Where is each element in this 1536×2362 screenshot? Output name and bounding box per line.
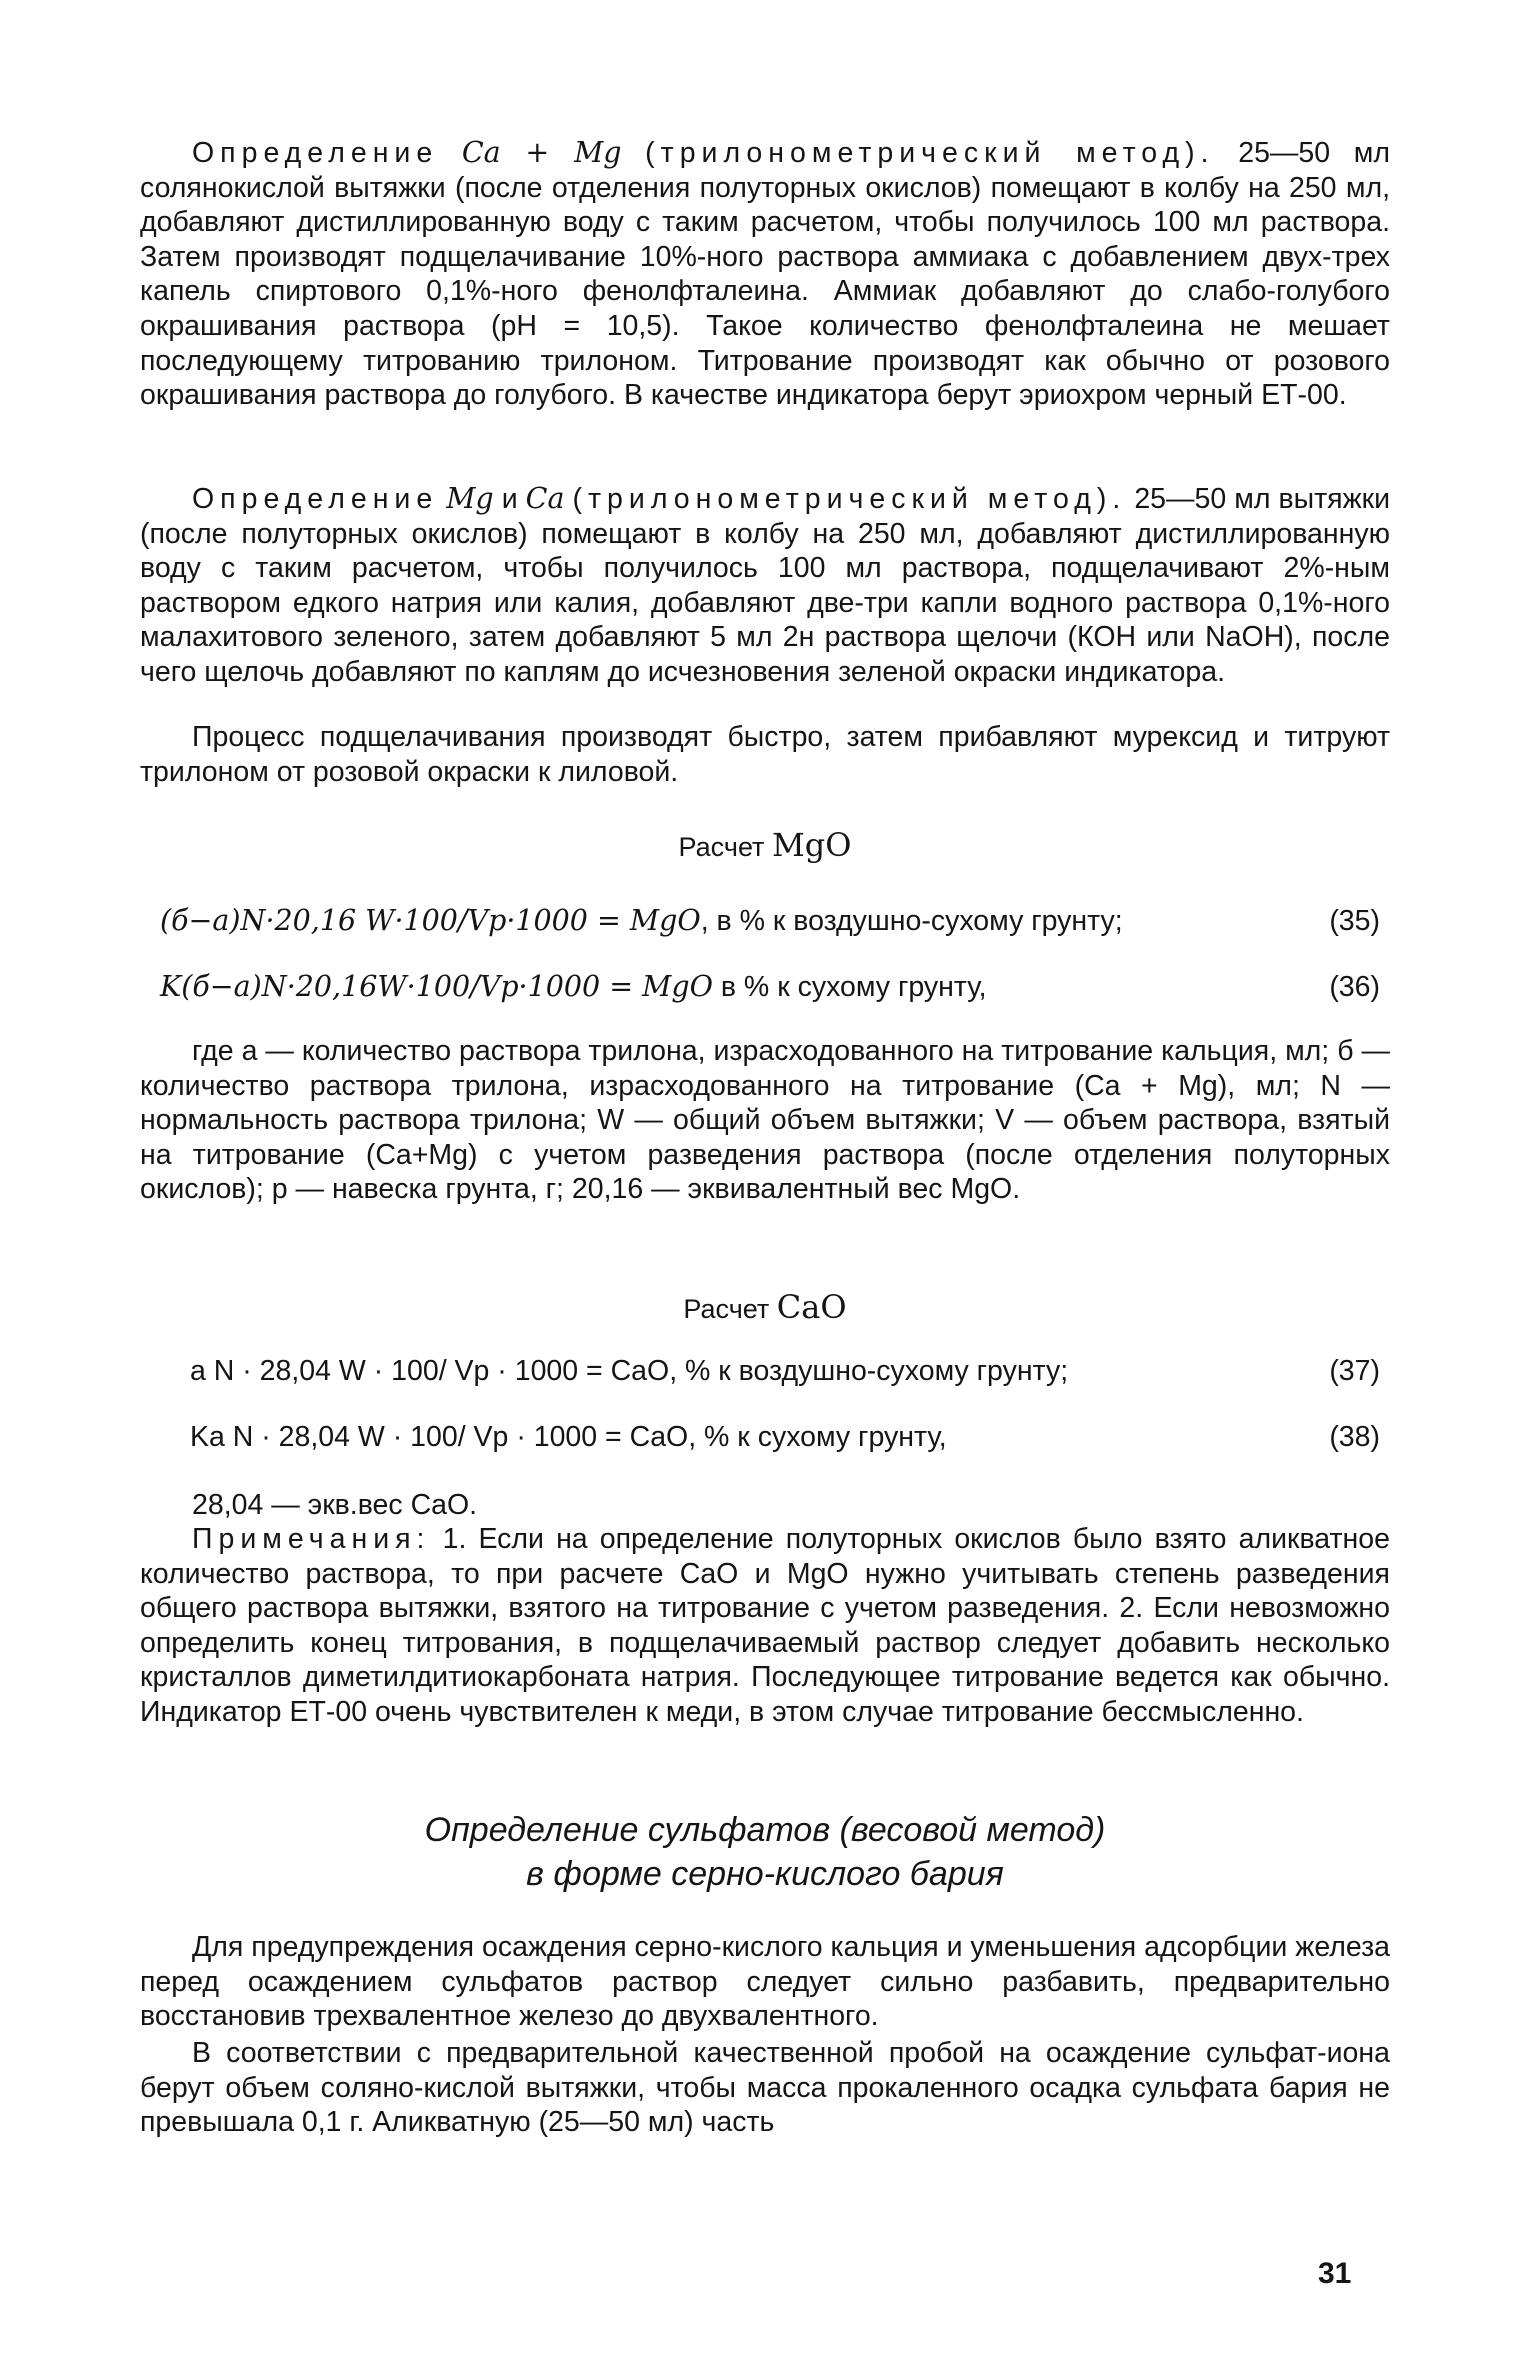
term-label: Определение [192, 137, 439, 169]
chem-formula: Ca + Mg [461, 136, 622, 169]
paragraph-process [140, 720, 1390, 789]
chem-formula: CaO [776, 1288, 847, 1326]
paragraph-procedure [140, 2036, 1390, 2140]
heading-mgo [140, 828, 1390, 865]
chem-formula: MgO [771, 826, 852, 864]
formula-expression: a N · 28,04 W · 100/ Vp · 1000 = CaO, % к воздушно-сухому грунту; [190, 1355, 1069, 1387]
formula-expression: Ka N · 28,04 W · 100/ Vp · 1000 = CaO, % к сухому грунту, [190, 1421, 947, 1453]
paragraph-mg-ca [140, 482, 1390, 690]
notes-label: Примечания: [192, 1523, 431, 1555]
formula-number: (38) [1329, 1421, 1380, 1453]
paragraph-text: 25—50 мл вытяжки (после полуторных окислов) помещают в колбу на 250 мл, добавляют дистиллированную воду с таким расчетом, чтобы получилось 100 мл раствора, подщелачивают 2%-ным раствором едкого натрия или калия, добавляют две-три капли водного раствора 0,1%-ного малахитового зеленого, затем добавляют 5 мл 2н раствора щелочи (КОН или NaOH), после чего щелочь добавляют по каплям до исчезновения зеленой окраски индикатора. [140, 483, 1391, 688]
chem-formula: Mg [446, 482, 494, 515]
paragraph-text: 1. Если на определение полуторных окислов было взято аликватное количество раствора, то при расчете CaO и MgO нужно учитывать степень разведения общего раствора вытяжки, взятого на титрование с учетом разведения. 2. Если невозможно определить конец титрования, в подщелачиваемый раствор следует добавить несколько кристаллов диметилдитиокарбоната натрия. Последующее титрование ведется как обычно. Индикатор ЕТ-00 очень чувствителен к меди, в этом случае титрование бессмысленно. [140, 1523, 1391, 1728]
method-label: (трилонометрический метод). [572, 483, 1127, 515]
term-label: Определение [192, 483, 439, 515]
paragraph-text: 28,04 — экв.вес CaO. [192, 1489, 478, 1521]
chem-formula: Ca [525, 482, 565, 515]
paragraph-precaution [140, 1930, 1390, 2034]
paragraph-legend [140, 1034, 1390, 1207]
formula-text: , в % к воздушно-сухому грунту; [700, 905, 1123, 937]
conjunction: и [501, 483, 518, 515]
paragraph-ca-mg [140, 136, 1390, 413]
section-title-line1: Определение сульфатов (весовой метод) [424, 1811, 1106, 1849]
heading-label: Расчет [678, 832, 765, 862]
method-label: (трилонометрический метод). [645, 137, 1215, 169]
section-title-line2: в форме серно-кислого бария [526, 1855, 1004, 1893]
formula-expression: (б−а)N·20,16 W·100/Vp·1000 = MgO [160, 904, 701, 937]
paragraph-text: В соответствии с предварительной качественной пробой на осаждение сульфат-иона берут объем соляно-кислой вытяжки, чтобы масса прокаленного осадка сульфата бария не превышала 0,1 г. Аликватную (25—50 мл) часть [140, 2037, 1390, 2139]
paragraph-notes [140, 1522, 1390, 1730]
heading-cao [140, 1290, 1390, 1327]
formula-number: (36) [1329, 971, 1380, 1003]
formula-number: (37) [1329, 1355, 1380, 1387]
heading-label: Расчет [683, 1294, 770, 1324]
formula-37 [140, 1354, 1390, 1394]
formula-text: в % к сухому грунту, [712, 971, 987, 1003]
paragraph-equiv-weight [140, 1488, 1390, 1523]
formula-expression: K(б−а)N·20,16W·100/Vp·1000 = MgO [160, 970, 713, 1003]
section-title [140, 1808, 1390, 1896]
formula-38 [140, 1420, 1390, 1460]
paragraph-text: 25—50 мл солянокислой вытяжки (после отделения полуторных окислов) помещают в колбу на 250 мл, добавляют дистиллированную воду с таким расчетом, чтобы получилось 100 мл раствора. Затем производят подщелачивание 10%-ного раствора аммиака с добавлением двух-трех капель спиртового 0,1%-ного фенолфталеина. Аммиак добавляют до слабо-голубого окрашивания раствора (pH = 10,5). Такое количество фенолфталеина не мешает последующему титрованию трилоном. Титрование производят как обычно от розового окрашивания раствора до голубого. В качестве индикатора берут эриохром черный ЕТ-00. [140, 137, 1390, 412]
paragraph-text: Процесс подщелачивания производят быстро, затем прибавляют мурексид и титруют трилоном от розовой окраски к лиловой. [140, 721, 1390, 788]
formula-number: (35) [1329, 905, 1380, 937]
paragraph-text: где а — количество раствора трилона, израсходованного на титрование кальция, мл; б — количество раствора трилона, израсходованного на титрование (Ca + Mg), мл; N — нормальность раствора трилона; W — общий объем вытяжки; V — объем раствора, взятый на титрование (Ca+Mg) с учетом разведения раствора (после отделения полуторных окислов); p — навеска грунта, г; 20,16 — эквивалентный вес MgO. [140, 1035, 1390, 1206]
page-number: 31 [1318, 2257, 1352, 2290]
paragraph-text: Для предупреждения осаждения серно-кислого кальция и уменьшения адсорбции железа перед осаждением сульфатов раствор следует сильно разбавить, предварительно восстановив трехвалентное железо до двухвалентного. [140, 1931, 1390, 2033]
formula-36 [140, 970, 1390, 1010]
formula-35 [140, 904, 1390, 944]
